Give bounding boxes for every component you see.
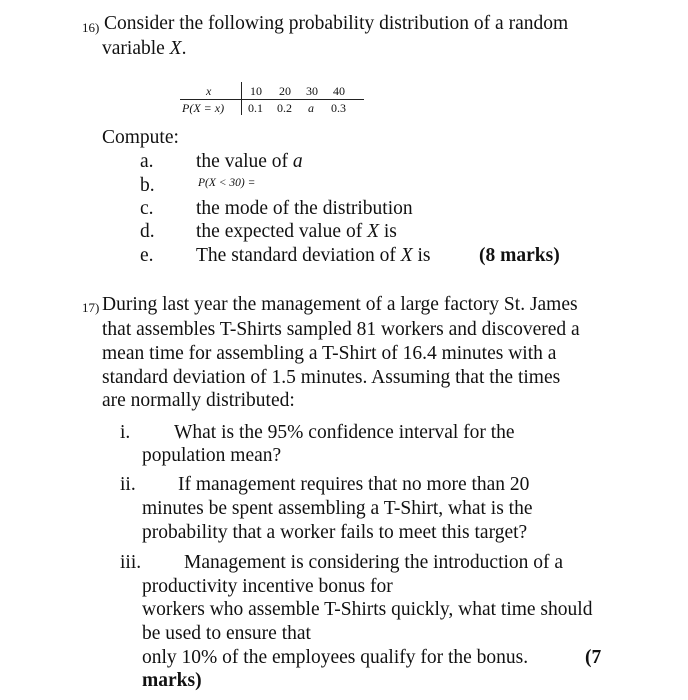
table-x-value: 30	[306, 84, 318, 98]
table-x-label: x	[206, 84, 212, 98]
table-horizontal-rule	[180, 99, 364, 100]
table-p-value: 0.1	[248, 101, 263, 115]
question-17-line: are normally distributed:	[102, 390, 295, 411]
part-e-text: The standard deviation of X is	[196, 245, 431, 266]
subquestion-iii-text: workers who assemble T-Shirts quickly, what time should	[142, 599, 593, 620]
question-17-line: that assembles T-Shirts sampled 81 workers and discovered a	[102, 319, 580, 340]
part-letter: c.	[140, 198, 154, 219]
question-17-line: During last year the management of a large factory St. James	[102, 294, 578, 315]
question-17-line: standard deviation of 1.5 minutes. Assuming that the times	[102, 367, 561, 388]
question-17-marks: marks)	[142, 670, 202, 691]
question-17-number: 17)	[82, 300, 100, 315]
subquestion-iii-text: Management is considering the introduction of a	[184, 552, 564, 573]
subquestion-i-text: population mean?	[142, 445, 282, 466]
subquestion-iii-text: only 10% of the employees qualify for the bonus.	[142, 647, 529, 668]
part-b-expression: P(X < 30) =	[198, 177, 256, 189]
subquestion-i-text: What is the 95% confidence interval for the	[174, 422, 515, 443]
table-p-value: a	[308, 101, 314, 115]
table-p-label: P(X = x)	[182, 101, 225, 115]
question-16-marks: (8 marks)	[479, 245, 560, 266]
part-letter: a.	[140, 151, 154, 172]
subquestion-iii-text: be used to ensure that	[142, 623, 311, 644]
part-c-text: the mode of the distribution	[196, 198, 413, 219]
subquestion-ii-text: minutes be spent assembling a T-Shirt, what is the	[142, 498, 533, 519]
question-16-line-1: Consider the following probability distribution of a random	[104, 13, 569, 34]
part-a-text: the value of a	[196, 151, 303, 172]
part-letter: b.	[140, 175, 155, 196]
table-p-value: 0.2	[277, 101, 292, 115]
table-x-value: 40	[333, 84, 345, 98]
subquestion-number: i.	[120, 422, 131, 443]
part-d-text: the expected value of X is	[196, 221, 397, 242]
part-letter: d.	[140, 221, 155, 242]
subquestion-ii-text: If management requires that no more than 20	[178, 474, 530, 495]
table-p-value: 0.3	[331, 101, 346, 115]
subquestion-ii-text: probability that a worker fails to meet this target?	[142, 522, 528, 543]
subquestion-number: iii.	[120, 552, 142, 573]
question-16-number: 16)	[82, 20, 100, 35]
question-16-line-2: variable X.	[102, 38, 187, 59]
subquestion-iii-text: productivity incentive bonus for	[142, 576, 393, 597]
table-x-value: 20	[279, 84, 291, 98]
compute-label: Compute:	[102, 127, 179, 148]
table-x-value: 10	[250, 84, 262, 98]
question-17-line: mean time for assembling a T-Shirt of 16.4 minutes with a	[102, 343, 557, 364]
question-17-marks: (7	[585, 647, 602, 668]
subquestion-number: ii.	[120, 474, 136, 495]
part-letter: e.	[140, 245, 154, 266]
